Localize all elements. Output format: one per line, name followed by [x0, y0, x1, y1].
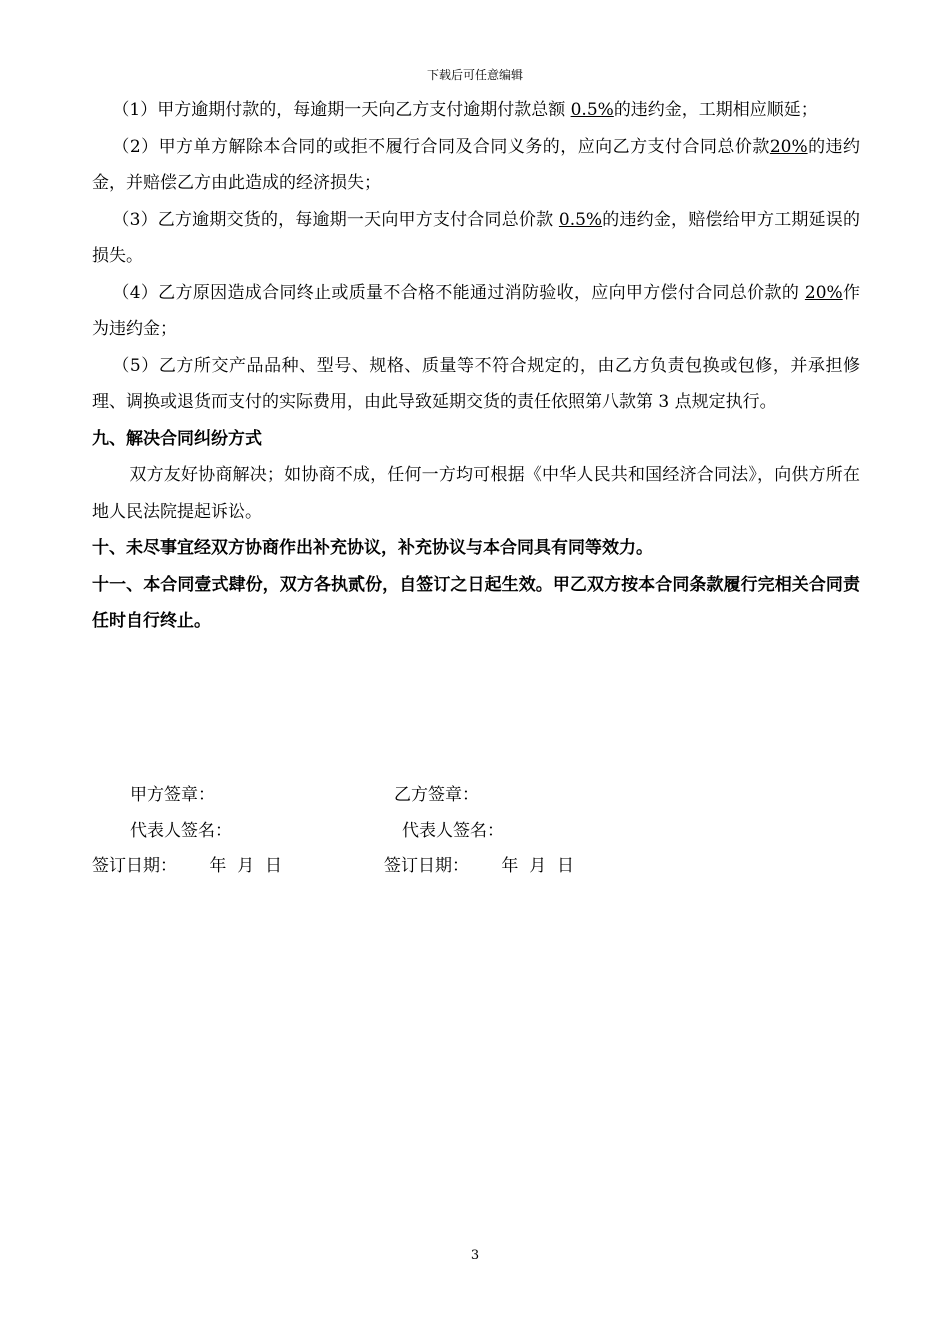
- clause-2-text-b: 的违约金，并赔偿乙方由此造成的经济损失；: [92, 136, 860, 193]
- clause-3-text-a: （3）乙方逾期交货的，每逾期一天向甲方支付合同总价款: [112, 209, 559, 230]
- clause-3-rate: 0.5%: [558, 209, 603, 230]
- section-9-text: 双方友好协商解决；如协商不成，任何一方均可根据《中华人民共和国经济合同法》，向供方所在地人民法院提起诉讼。: [92, 465, 860, 522]
- party-b-seal-label: 乙方签章：: [394, 785, 479, 805]
- party-a-rep-label: 代表人签名：: [130, 821, 232, 841]
- section-11: 十一、本合同壹式肆份，双方各执贰份，自签订之日起生效。甲乙双方按本合同条款履行完相关合同责任时自行终止。: [92, 574, 860, 631]
- clause-2-rate: 20%: [769, 136, 808, 157]
- party-a-seal-label: 甲方签章：: [130, 785, 215, 805]
- clause-2: [92, 129, 860, 202]
- clause-5-text: （5）乙方所交产品品种、型号、规格、质量等不符合规定的，由乙方负责包换或包修，并承担修理、调换或退货而支付的实际费用，由此导致延期交货的责任依照第八款第 3 点规定执行。: [92, 355, 860, 412]
- clause-4-text-b: 作为违约金；: [92, 282, 861, 339]
- party-b-date-label: 签订日期： 年 月 日: [384, 856, 575, 876]
- page-header: 下载后可任意编辑: [426, 68, 523, 82]
- page-number: 3: [470, 1248, 480, 1263]
- clause-1-text-b: 的违约金，工期相应顺延；: [613, 100, 818, 120]
- clause-4: [92, 275, 860, 348]
- clause-1-rate: 0.5%: [570, 100, 614, 120]
- clause-3: [92, 202, 860, 275]
- section-9-title: 九、解决合同纠纷方式: [92, 428, 262, 449]
- clause-4-text-a: （4）乙方原因造成合同终止或质量不合格不能通过消防验收，应向甲方偿付合同总价款的: [112, 282, 805, 303]
- clause-2-text-a: （2）甲方单方解除本合同的或拒不履行合同及合同义务的，应向乙方支付合同总价款: [112, 136, 770, 157]
- clause-1-text-a: （1）甲方逾期付款的，每逾期一天向乙方支付逾期付款总额: [112, 100, 571, 120]
- document-body: [92, 92, 860, 640]
- clause-1: [92, 92, 860, 129]
- party-a-date-label: 签订日期： 年 月 日: [92, 856, 283, 876]
- clause-3-text-b: 的违约金，赔偿给甲方工期延误的损失。: [92, 209, 861, 266]
- clause-4-rate: 20%: [804, 282, 843, 303]
- clause-5: [92, 348, 860, 421]
- section-10: 十、未尽事宜经双方协商作出补充协议，补充协议与本合同具有同等效力。: [92, 538, 653, 558]
- party-b-rep-label: 代表人签名：: [402, 821, 504, 841]
